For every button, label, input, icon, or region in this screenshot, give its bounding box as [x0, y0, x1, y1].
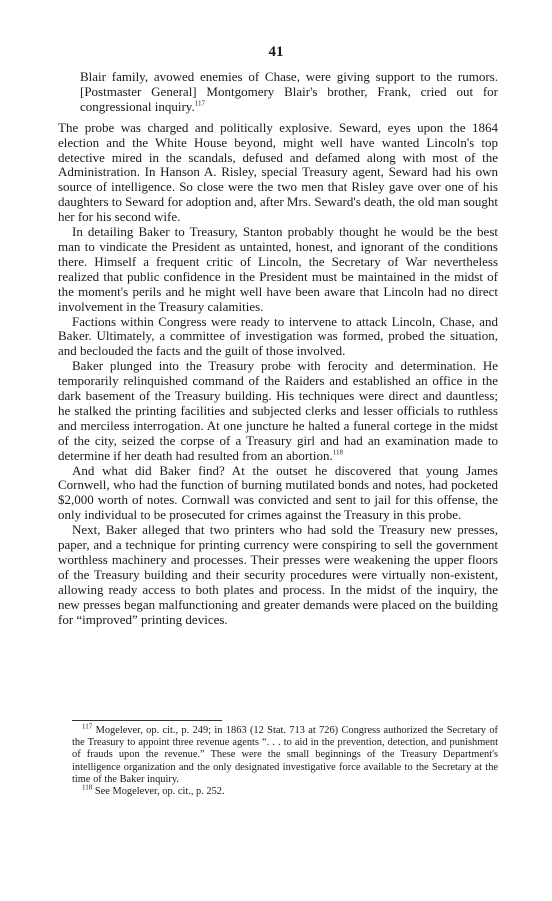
- footnote-118: [72, 783, 498, 798]
- paragraph-1: [58, 121, 498, 225]
- paragraph-2-text: In detailing Baker to Treasury, Stanton probably thought he would be the best man to vindicate the President as untainted, honest, and ignorant of the conditions there. Himself a frequent critic of Lincoln, the Secretary of War nevertheless realized that public confidence in the President must be maintained in the midst of the moment's perils and he might well have been aware that Lincoln had no direct involvement in the Treasury calamities.: [58, 224, 498, 314]
- body-text: [58, 70, 498, 628]
- footnote-number: 117: [82, 722, 93, 731]
- paragraph-3-text: Factions within Congress were ready to intervene to attack Lincoln, Chase, and Baker. Ultimately, a committee of investigation was formed, probed the situation, and beclouded the facts and the guilt of those involved.: [58, 313, 498, 359]
- footnote-number: 118: [82, 783, 93, 792]
- paragraph-1-text: The probe was charged and politically explosive. Seward, eyes upon the 1864 election and the White House beyond, might well have wanted Lincoln's top detective mired in the scandals, defused and defamed along with most of the Administration. In Hanson A. Risley, special Treasury agent, Seward had his own source of intelligence. So close were the two men that Risley gave over one of his daughters to Seward for adoption and, after Mrs. Seward's death, the old man sought her for his second wife.: [58, 119, 498, 225]
- footnotes: [72, 722, 498, 798]
- paragraph-5-text: And what did Baker find? At the outset he discovered that young James Cornwell, who had the function of burning mutilated bonds and notes, had pocketed $2,000 worth of notes. Cornwall was convicted and sent to jail for this offense, the only individual to be prosecuted for crimes against the Treasury in this probe.: [58, 462, 498, 523]
- paragraph-3: [58, 315, 498, 360]
- footnote-117: [72, 722, 498, 786]
- footnote-ref-118: 118: [332, 448, 343, 457]
- block-quote-text: Blair family, avowed enemies of Chase, were giving support to the rumors. [Postmaster General] Montgomery Blair's brother, Frank, cried out for congressional inquiry.: [80, 69, 498, 114]
- footnote-ref-117: 117: [194, 99, 205, 108]
- paragraph-6: [58, 523, 498, 627]
- paragraph-4-text: Baker plunged into the Treasury probe with ferocity and determination. He temporarily relinquished command of the Raiders and established an office in the dark basement of the Treasury building. His techniques were direct and dauntless; he stalked the printing facilities and subjected clerks and lesser officials to ruthless and merciless interrogation. At one juncture he halted a funeral cortege in the midst of the city, seized the corpse of a Treasury girl and had an examination made to determine if her death had resulted from an abortion.: [58, 358, 498, 463]
- block-quote: [80, 70, 498, 115]
- paragraph-5: [58, 464, 498, 524]
- footnote-divider: [72, 720, 222, 721]
- paragraph-2: [58, 225, 498, 314]
- paragraph-4: [58, 359, 498, 463]
- page-number: 41: [268, 44, 284, 60]
- footnote-text: Mogelever, op. cit., p. 249; in 1863 (12 Stat. 713 at 726) Congress authorized the Secretary of the Treasury to appoint three revenue agents “. . . to aid in the prevention, detection, and punishment of frauds upon the revenue.” These were the small beginnings of the Treasury Department's intelligence organization and the only designated investigative force available to the Secretary at the time of the Baker inquiry.: [72, 725, 498, 785]
- paragraph-6-text: Next, Baker alleged that two printers who had sold the Treasury new presses, paper, and a technique for printing currency were conspiring to sell the government worthless machinery and processes. Their presses were weakening the upper floors of the Treasury building and their security procedures were virtually non-existent, allowing ready access to both plates and process. In the midst of the inquiry, the new presses began malfunctioning and greater demands were placed on the building for “improved” printing devices.: [58, 522, 498, 627]
- footnote-text: See Mogelever, op. cit., p. 252.: [94, 786, 225, 798]
